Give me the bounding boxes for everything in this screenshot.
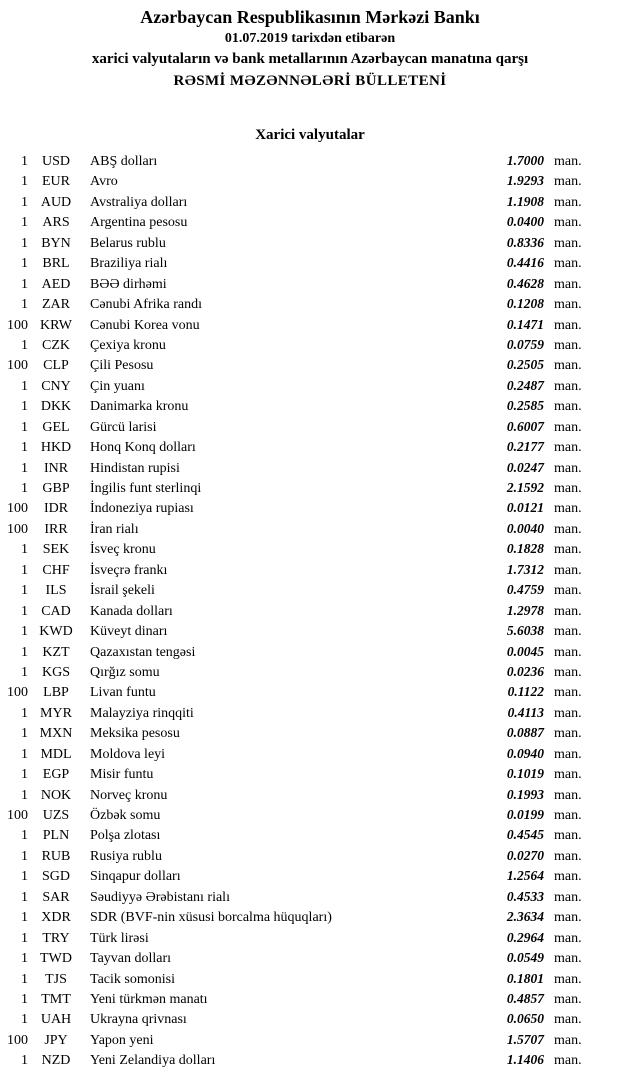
quantity: 1 bbox=[21, 440, 28, 456]
currency-name: Qırğız somu bbox=[90, 664, 160, 680]
rate-value: 2.1592 bbox=[506, 480, 544, 495]
rate-value: 1.7000 bbox=[506, 153, 544, 168]
table-row bbox=[0, 212, 596, 232]
quantity: 100 bbox=[7, 501, 28, 517]
rate-value: 0.6007 bbox=[506, 418, 544, 434]
currency-code: JPY bbox=[44, 1032, 68, 1048]
unit-label: man. bbox=[554, 991, 582, 1007]
unit-label: man. bbox=[554, 951, 582, 967]
table-row bbox=[0, 928, 596, 948]
table-row bbox=[0, 866, 596, 886]
rate-value: 1.1406 bbox=[506, 1052, 544, 1068]
currency-code: RUB bbox=[41, 848, 71, 864]
currency-code: INR bbox=[43, 460, 69, 476]
quantity: 1 bbox=[21, 726, 28, 742]
unit-label: man. bbox=[554, 603, 582, 619]
quantity: 1 bbox=[21, 1053, 28, 1069]
table-row bbox=[0, 621, 596, 641]
table-row bbox=[0, 294, 596, 314]
table-row bbox=[0, 662, 596, 682]
quantity: 1 bbox=[21, 174, 28, 190]
rate-value: 0.1801 bbox=[506, 970, 544, 986]
table-row bbox=[0, 1030, 596, 1050]
currency-code: ILS bbox=[45, 583, 67, 599]
unit-label: man. bbox=[554, 869, 582, 885]
table-row bbox=[0, 907, 596, 927]
quantity: 100 bbox=[7, 1032, 28, 1048]
currency-code: NZD bbox=[41, 1053, 71, 1069]
table-row bbox=[0, 785, 596, 805]
table-row bbox=[0, 315, 596, 335]
rate-value: 0.1208 bbox=[506, 296, 544, 312]
quantity: 100 bbox=[7, 521, 28, 537]
currency-code: AUD bbox=[40, 194, 72, 210]
unit-label: man. bbox=[554, 562, 582, 578]
currency-code: KGS bbox=[41, 664, 70, 680]
table-row bbox=[0, 989, 596, 1009]
table-row bbox=[0, 560, 596, 580]
table-row bbox=[0, 846, 596, 866]
table-row bbox=[0, 1050, 596, 1070]
quantity: 1 bbox=[21, 235, 28, 251]
quantity: 1 bbox=[21, 930, 28, 946]
currency-code: BYN bbox=[41, 235, 71, 251]
rate-value: 0.0121 bbox=[506, 500, 544, 516]
quantity: 1 bbox=[21, 746, 28, 762]
table-row bbox=[0, 233, 596, 253]
currency-code: USD bbox=[41, 154, 70, 169]
table-row bbox=[0, 498, 596, 518]
table-row bbox=[0, 478, 596, 498]
rate-value: 0.0247 bbox=[506, 459, 544, 475]
quantity: 1 bbox=[21, 767, 28, 783]
unit-label: man. bbox=[554, 971, 582, 987]
table-row bbox=[0, 580, 596, 600]
unit-label: man. bbox=[554, 460, 582, 476]
quantity: 1 bbox=[21, 705, 28, 721]
currency-name: Polşa zlotası bbox=[90, 828, 161, 844]
unit-label: man. bbox=[554, 808, 582, 823]
rate-value: 0.4628 bbox=[506, 275, 544, 291]
table-row bbox=[0, 601, 596, 621]
unit-label: man. bbox=[554, 215, 582, 231]
rate-value: 0.1471 bbox=[506, 316, 544, 332]
unit-label: man. bbox=[554, 256, 582, 272]
rate-value: 1.7312 bbox=[506, 561, 544, 577]
quantity: 1 bbox=[21, 399, 28, 415]
currency-name: SDR (BVF-nin xüsusi borcalma hüquqları) bbox=[90, 910, 332, 926]
unit-label: man. bbox=[554, 910, 582, 926]
effective-date-line: 01.07.2019 tarixdən etibarən bbox=[224, 31, 396, 46]
quantity: 100 bbox=[7, 685, 28, 701]
rate-value: 0.0759 bbox=[506, 336, 544, 352]
currency-code: GBP bbox=[42, 481, 70, 496]
rate-value: 5.6038 bbox=[506, 623, 544, 639]
unit-label: man. bbox=[554, 358, 582, 374]
quantity: 1 bbox=[21, 276, 28, 292]
unit-label: man. bbox=[554, 705, 582, 721]
currency-name: İngilis funt sterlinqi bbox=[90, 481, 202, 496]
currency-code: BRL bbox=[42, 256, 70, 272]
quantity: 1 bbox=[21, 583, 28, 599]
quantity: 1 bbox=[21, 378, 28, 394]
unit-label: man. bbox=[554, 664, 582, 680]
rate-value: 0.2964 bbox=[506, 929, 544, 945]
quantity: 1 bbox=[21, 154, 28, 169]
quantity: 1 bbox=[21, 460, 28, 476]
currency-name: Gürcü larisi bbox=[90, 419, 157, 435]
rate-value: 0.0887 bbox=[506, 725, 544, 741]
currency-code: XDR bbox=[41, 910, 71, 926]
currency-code: ZAR bbox=[42, 297, 70, 313]
rate-value: 0.2505 bbox=[506, 357, 544, 373]
currency-name: Avro bbox=[90, 174, 118, 190]
currency-name: Tacik somonisi bbox=[90, 971, 175, 987]
rate-value: 0.0199 bbox=[506, 807, 544, 822]
rate-value: 1.9293 bbox=[506, 173, 544, 189]
rate-value: 0.2487 bbox=[506, 377, 544, 393]
currency-name: Norveç kronu bbox=[90, 787, 168, 803]
rate-value: 0.0040 bbox=[506, 520, 544, 536]
table-row bbox=[0, 642, 596, 662]
currency-code: CZK bbox=[42, 337, 70, 353]
unit-label: man. bbox=[554, 297, 582, 313]
currency-name: BƏƏ dirhəmi bbox=[90, 276, 167, 292]
unit-label: man. bbox=[554, 1053, 582, 1069]
unit-label: man. bbox=[554, 154, 582, 169]
rate-value: 0.4759 bbox=[506, 582, 544, 598]
table-row bbox=[0, 539, 596, 559]
rate-value: 1.5707 bbox=[506, 1031, 544, 1047]
table-row bbox=[0, 417, 596, 437]
currency-code: TJS bbox=[45, 971, 67, 987]
unit-label: man. bbox=[554, 767, 582, 783]
currency-code: IDR bbox=[43, 501, 69, 517]
currency-code: ARS bbox=[42, 215, 70, 231]
currency-code: KZT bbox=[42, 644, 70, 660]
unit-label: man. bbox=[554, 828, 582, 844]
currency-name: Qazaxıstan tengəsi bbox=[90, 644, 196, 660]
document-header bbox=[0, 0, 620, 92]
quantity: 1 bbox=[21, 951, 28, 967]
currency-code: DKK bbox=[40, 399, 72, 415]
table-row bbox=[0, 805, 596, 825]
unit-label: man. bbox=[554, 583, 582, 599]
currency-name: Rusiya rublu bbox=[90, 848, 162, 864]
unit-label: man. bbox=[554, 440, 582, 456]
unit-label: man. bbox=[554, 542, 582, 558]
table-row bbox=[0, 437, 596, 457]
currency-name: Ukrayna qrivnası bbox=[90, 1012, 187, 1028]
currency-name: Avstraliya dolları bbox=[90, 194, 188, 210]
rate-value: 0.2177 bbox=[506, 439, 544, 455]
currency-name: Yeni Zelandiya dolları bbox=[90, 1053, 216, 1069]
currency-name: Meksika pesosu bbox=[90, 726, 180, 742]
currency-name: İsrail şekeli bbox=[90, 583, 155, 599]
quantity: 1 bbox=[21, 910, 28, 926]
rates-table bbox=[0, 151, 620, 1071]
rate-value: 0.4857 bbox=[506, 990, 544, 1006]
currency-code: CAD bbox=[41, 603, 71, 619]
currency-code: UZS bbox=[42, 808, 70, 823]
currency-name: İsveçrə frankı bbox=[90, 562, 168, 578]
quantity: 1 bbox=[21, 828, 28, 844]
currency-name: Səudiyyə Ərəbistanı rialı bbox=[90, 889, 230, 905]
rate-value: 0.8336 bbox=[506, 234, 544, 250]
rate-value: 1.2564 bbox=[506, 868, 544, 884]
currency-name: İran rialı bbox=[90, 521, 139, 537]
currency-code: NOK bbox=[40, 787, 72, 803]
currency-code: UAH bbox=[40, 1012, 72, 1028]
currency-name: Cənubi Afrika randı bbox=[90, 297, 202, 313]
currency-name: Hindistan rupisi bbox=[90, 460, 180, 476]
bulletin-title: RƏSMİ MƏZƏNNƏLƏRİ BÜLLETENİ bbox=[173, 73, 447, 89]
unit-label: man. bbox=[554, 276, 582, 292]
unit-label: man. bbox=[554, 399, 582, 415]
currency-code: CHF bbox=[42, 562, 70, 578]
currency-code: EUR bbox=[42, 174, 70, 190]
quantity: 1 bbox=[21, 562, 28, 578]
table-row bbox=[0, 682, 596, 702]
unit-label: man. bbox=[554, 378, 582, 394]
table-row bbox=[0, 703, 596, 723]
table-row bbox=[0, 723, 596, 743]
currency-code: SGD bbox=[41, 869, 70, 885]
unit-label: man. bbox=[554, 848, 582, 864]
quantity: 1 bbox=[21, 297, 28, 313]
table-row bbox=[0, 335, 596, 355]
page-title: Azərbaycan Respublikasının Mərkəzi Bankı bbox=[140, 7, 480, 27]
currency-name: İndoneziya rupiası bbox=[90, 501, 194, 517]
table-row bbox=[0, 151, 596, 171]
table-row bbox=[0, 764, 596, 784]
currency-code: KWD bbox=[39, 624, 73, 640]
rate-value: 0.0940 bbox=[506, 745, 544, 761]
unit-label: man. bbox=[554, 174, 582, 190]
quantity: 1 bbox=[21, 971, 28, 987]
rate-value: 0.0045 bbox=[506, 643, 544, 659]
currency-code: MDL bbox=[40, 746, 72, 762]
unit-label: man. bbox=[554, 1032, 582, 1048]
table-row bbox=[0, 887, 596, 907]
currency-name: Livan funtu bbox=[90, 685, 156, 701]
rate-value: 0.4545 bbox=[506, 827, 544, 843]
currency-name: Malayziya rinqqiti bbox=[90, 705, 194, 721]
currency-name: Belarus rublu bbox=[90, 235, 166, 251]
quantity: 100 bbox=[7, 808, 28, 823]
currency-name: Argentina pesosu bbox=[90, 215, 188, 231]
currency-name: Tayvan dolları bbox=[90, 951, 172, 967]
currency-name: ABŞ dolları bbox=[90, 154, 158, 169]
table-row bbox=[0, 458, 596, 478]
quantity: 1 bbox=[21, 991, 28, 1007]
currency-name: Kanada dolları bbox=[90, 603, 173, 619]
rate-value: 0.1828 bbox=[506, 541, 544, 557]
quantity: 1 bbox=[21, 542, 28, 558]
rate-value: 1.2978 bbox=[506, 602, 544, 618]
unit-label: man. bbox=[554, 644, 582, 660]
table-row bbox=[0, 171, 596, 191]
rate-value: 0.2585 bbox=[506, 398, 544, 414]
currency-code: SEK bbox=[42, 542, 70, 558]
currency-code: EGP bbox=[42, 767, 70, 783]
unit-label: man. bbox=[554, 1012, 582, 1028]
unit-label: man. bbox=[554, 481, 582, 496]
currency-name: Moldova leyi bbox=[90, 746, 166, 762]
rate-value: 0.0400 bbox=[506, 214, 544, 230]
currency-name: Yapon yeni bbox=[90, 1032, 154, 1048]
currency-name: Danimarka kronu bbox=[90, 399, 189, 415]
currency-code: AED bbox=[41, 276, 71, 292]
table-row bbox=[0, 825, 596, 845]
rate-value: 0.0236 bbox=[506, 663, 544, 679]
currency-name: Yeni türkmən manatı bbox=[90, 991, 208, 1007]
unit-label: man. bbox=[554, 685, 582, 701]
table-row bbox=[0, 969, 596, 989]
currency-name: Türk lirəsi bbox=[90, 930, 149, 946]
currency-name: Misir funtu bbox=[90, 767, 154, 783]
currency-code: LBP bbox=[43, 685, 69, 701]
table-row bbox=[0, 744, 596, 764]
rate-value: 1.1908 bbox=[506, 193, 544, 209]
unit-label: man. bbox=[554, 337, 582, 353]
table-row bbox=[0, 396, 596, 416]
quantity: 100 bbox=[7, 358, 28, 374]
currency-code: CLP bbox=[43, 358, 69, 374]
unit-label: man. bbox=[554, 501, 582, 517]
currency-name: Küveyt dinarı bbox=[90, 624, 168, 640]
section-title: Xarici valyutalar bbox=[255, 127, 365, 143]
unit-label: man. bbox=[554, 787, 582, 803]
unit-label: man. bbox=[554, 624, 582, 640]
currency-name: Cənubi Korea vonu bbox=[90, 317, 200, 333]
unit-label: man. bbox=[554, 419, 582, 435]
quantity: 100 bbox=[7, 317, 28, 333]
quantity: 1 bbox=[21, 644, 28, 660]
quantity: 1 bbox=[21, 624, 28, 640]
quantity: 1 bbox=[21, 256, 28, 272]
table-row bbox=[0, 355, 596, 375]
table-row bbox=[0, 1009, 596, 1029]
currency-code: IRR bbox=[44, 521, 68, 537]
currency-code: HKD bbox=[40, 440, 72, 456]
rate-value: 0.1019 bbox=[506, 766, 544, 782]
currency-name: Sinqapur dolları bbox=[90, 869, 181, 885]
table-row bbox=[0, 274, 596, 294]
table-row bbox=[0, 376, 596, 396]
unit-label: man. bbox=[554, 746, 582, 762]
table-row bbox=[0, 519, 596, 539]
currency-code: SAR bbox=[42, 889, 70, 905]
quantity: 1 bbox=[21, 869, 28, 885]
currency-name: Braziliya rialı bbox=[90, 256, 168, 272]
rate-value: 0.1993 bbox=[506, 786, 544, 802]
currency-name: Çin yuanı bbox=[90, 378, 145, 394]
quantity: 1 bbox=[21, 889, 28, 905]
currency-name: Çexiya kronu bbox=[90, 337, 166, 353]
quantity: 1 bbox=[21, 664, 28, 680]
currency-code: CNY bbox=[41, 378, 71, 394]
quantity: 1 bbox=[21, 215, 28, 231]
unit-label: man. bbox=[554, 726, 582, 742]
currency-code: MYR bbox=[40, 705, 72, 721]
table-row bbox=[0, 192, 596, 212]
rate-value: 0.0549 bbox=[506, 950, 544, 966]
rate-value: 0.1122 bbox=[507, 684, 544, 700]
currency-name: Honq Konq dolları bbox=[90, 440, 196, 456]
currency-code: GEL bbox=[42, 419, 70, 435]
rate-value: 2.3634 bbox=[506, 909, 544, 925]
quantity: 1 bbox=[21, 1012, 28, 1028]
currency-code: MXN bbox=[39, 726, 73, 742]
currency-name: İsveç kronu bbox=[90, 542, 156, 558]
currency-code: TRY bbox=[42, 930, 70, 946]
table-row bbox=[0, 948, 596, 968]
quantity: 1 bbox=[21, 848, 28, 864]
currency-name: Özbək somu bbox=[90, 808, 161, 823]
rate-value: 0.0650 bbox=[506, 1011, 544, 1027]
rate-value: 0.0270 bbox=[506, 847, 544, 863]
rate-value: 0.4113 bbox=[507, 704, 544, 720]
rate-value: 0.4533 bbox=[506, 888, 544, 904]
quantity: 1 bbox=[21, 419, 28, 435]
table-row bbox=[0, 253, 596, 273]
subtitle: xarici valyutaların və bank metallarının Azərbaycan manatına qarşı bbox=[91, 51, 529, 67]
quantity: 1 bbox=[21, 787, 28, 803]
rate-value: 0.4416 bbox=[506, 255, 544, 271]
quantity: 1 bbox=[21, 603, 28, 619]
quantity: 1 bbox=[21, 194, 28, 210]
currency-code: TWD bbox=[40, 951, 72, 967]
unit-label: man. bbox=[554, 889, 582, 905]
unit-label: man. bbox=[554, 317, 582, 333]
unit-label: man. bbox=[554, 521, 582, 537]
quantity: 1 bbox=[21, 337, 28, 353]
unit-label: man. bbox=[554, 194, 582, 210]
currency-code: KRW bbox=[40, 317, 72, 333]
currency-name: Çili Pesosu bbox=[90, 358, 154, 374]
quantity: 1 bbox=[21, 481, 28, 496]
unit-label: man. bbox=[554, 235, 582, 251]
currency-code: PLN bbox=[42, 828, 70, 844]
unit-label: man. bbox=[554, 930, 582, 946]
currency-code: TMT bbox=[41, 991, 71, 1007]
